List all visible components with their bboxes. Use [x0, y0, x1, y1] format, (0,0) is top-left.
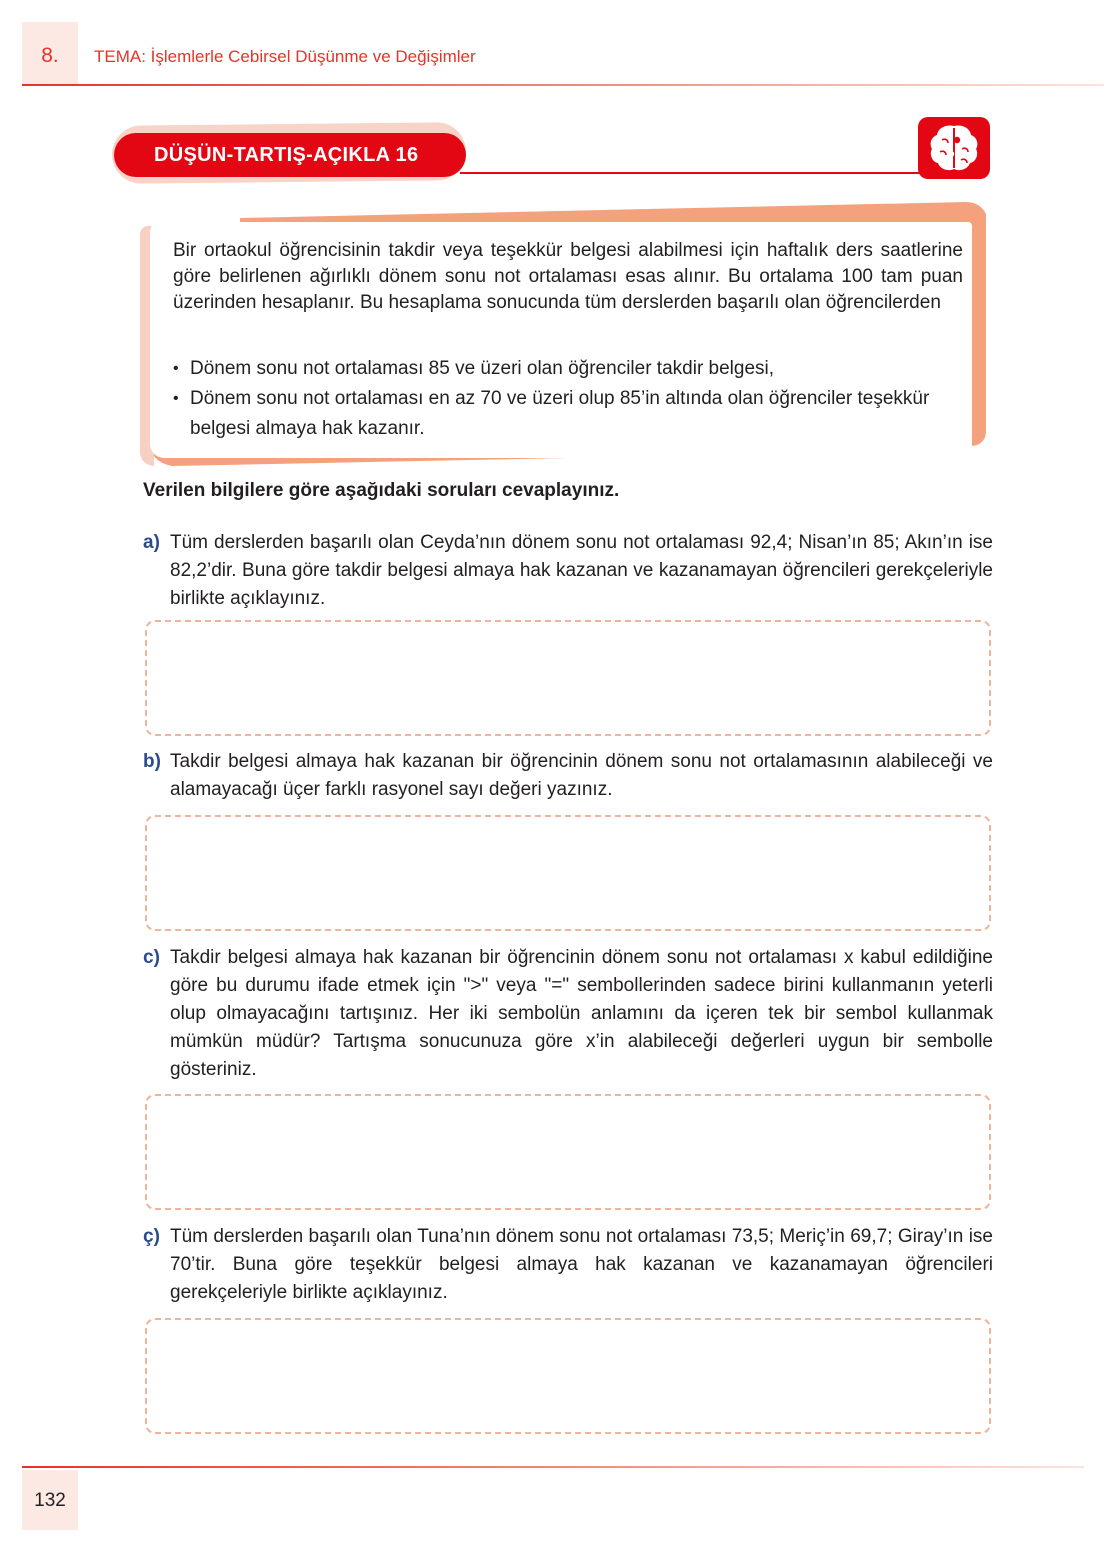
question-b [143, 748, 993, 804]
info-paragraph: Bir ortaokul öğrencisinin takdir veya teşekkür belgesi alabilmesi için haftalık ders saatlerine göre belirlenen ağırlıklı dönem sonu not ortalaması esas alınır. Bu ortalama 100 tam puan üzerinden hesaplanır. Bu hesaplama sonucunda tüm derslerden başarılı olan öğrencilerden [173, 240, 963, 313]
brain-puzzle-icon [918, 117, 990, 179]
grade-number: 8. [41, 44, 59, 67]
question-letter: a) [143, 532, 160, 553]
question-text: Tüm derslerden başarılı olan Tuna’nın dönem sonu not ortalaması 73,5; Meriç’in 69,7; Giray’ın ise 70’tir. Buna göre teşekkür belgesi almaya hak kazanan ve kazanamayan öğrencileri gerekçeleriyle birlikte açıklayınız. [170, 1226, 993, 1303]
question-a [143, 529, 993, 613]
answer-box-a[interactable] [145, 620, 991, 736]
footer-divider [22, 1466, 1084, 1468]
question-text: Takdir belgesi almaya hak kazanan bir öğrencinin dönem sonu not ortalaması x kabul edildiğine göre bu durumu ifade etmek için ">" veya "=" sembollerinden sadece birini kullanmanın yeterli olup olmayacağını tartışınız. Her iki sembolün anlamını da içeren tek bir sembol kullanmak mümkün müdür? Tartışma sonucunuza göre x’in alabileceği değerleri uygun bir sembolle gösteriniz. [170, 947, 993, 1080]
activity-banner [114, 133, 466, 177]
question-text: Takdir belgesi almaya hak kazanan bir öğrencinin dönem sonu not ortalamasının alabileceği ve alamayacağı üçer farklı rasyonel sayı değeri yazınız. [170, 751, 993, 800]
answer-box-c[interactable] [145, 1094, 991, 1210]
criteria-item: • Dönem sonu not ortalaması en az 70 ve üzeri olup 85’in altında olan öğrenciler teşekkür belgesi almaya hak kazanır. [173, 384, 963, 444]
question-letter: c) [143, 947, 160, 968]
activity-title: DÜŞÜN-TARTIŞ-AÇIKLA 16 [154, 144, 419, 166]
instruction-text: Verilen bilgilere göre aşağıdaki soruları cevaplayınız. [143, 480, 620, 501]
page-number-badge [22, 1470, 78, 1530]
answer-box-c-cedilla[interactable] [145, 1318, 991, 1434]
criteria-item: • Dönem sonu not ortalaması 85 ve üzeri olan öğrenciler takdir belgesi, [173, 354, 963, 384]
banner-divider [460, 172, 930, 174]
question-text: Tüm derslerden başarılı olan Ceyda’nın dönem sonu not ortalaması 92,4; Nisan’ın 85; Akın’ın ise 82,2’dir. Buna göre takdir belgesi almaya hak kazanan ve kazanamayan öğrencileri gerekçeleriyle birlikte açıklayınız. [170, 532, 993, 609]
answer-box-b[interactable] [145, 815, 991, 931]
theme-title: TEMA: İşlemlerle Cebirsel Düşünme ve Değişimler [94, 47, 476, 66]
criteria-list [173, 354, 963, 444]
page-number: 132 [34, 1490, 66, 1511]
grade-badge [22, 22, 78, 84]
question-c [143, 944, 993, 1084]
header-divider [22, 84, 1104, 86]
question-letter: b) [143, 751, 161, 772]
question-letter: ç) [143, 1226, 160, 1247]
question-c-cedilla [143, 1223, 993, 1307]
